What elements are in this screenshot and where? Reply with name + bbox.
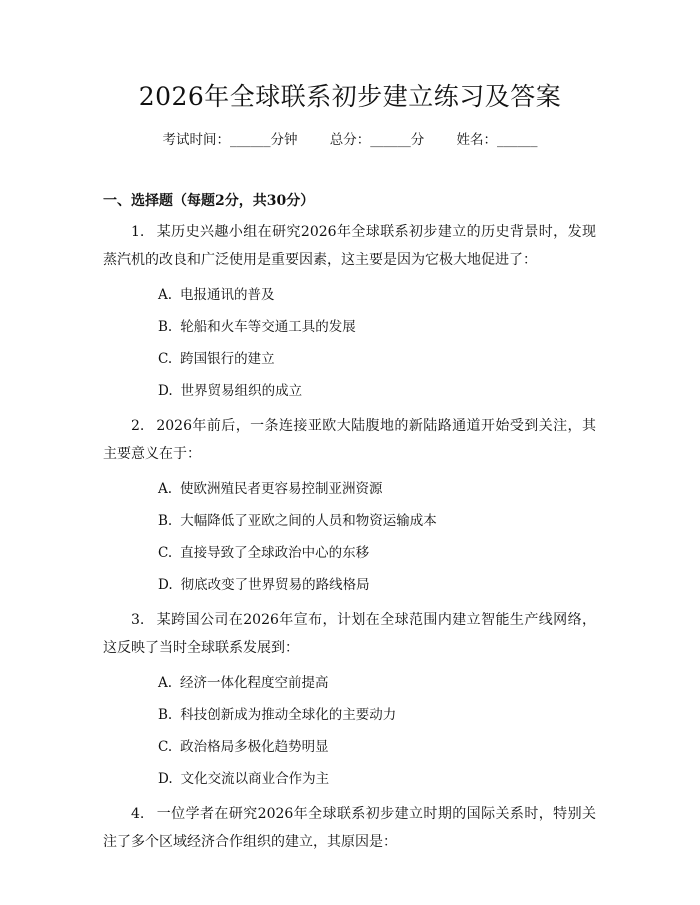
option-c (103, 542, 596, 564)
option-list (103, 284, 596, 402)
option-letter: C. (158, 545, 173, 561)
question-number: 3. (131, 612, 145, 628)
option-letter: B. (158, 707, 173, 723)
option-a (103, 284, 596, 306)
option-d (103, 380, 596, 402)
exam-meta (0, 128, 700, 152)
option-letter: B. (158, 319, 173, 335)
option-letter: D. (158, 771, 173, 787)
exam-time-field: 考试时间：______分钟 (162, 132, 298, 148)
option-b (103, 510, 596, 532)
option-text: 彻底改变了世界贸易的路线格局 (180, 577, 370, 593)
question-stem (103, 412, 596, 468)
option-text: 经济一体化程度空前提高 (180, 675, 329, 691)
total-score-field: 总分：______分 (329, 132, 425, 148)
option-d (103, 574, 596, 596)
question-text: 一位学者在研究2026年全球联系初步建立时期的国际关系时，特别关注了多个区域经济合作组织的建立，其原因是： (103, 806, 596, 850)
option-b (103, 316, 596, 338)
option-text: 电报通讯的普及 (180, 287, 275, 303)
question-number: 1. (131, 224, 145, 240)
question-3 (103, 606, 596, 790)
option-letter: A. (158, 675, 173, 691)
question-stem (103, 218, 596, 274)
option-letter: A. (158, 287, 173, 303)
name-field: 姓名：______ (456, 132, 538, 148)
option-text: 轮船和火车等交通工具的发展 (180, 319, 356, 335)
option-text: 文化交流以商业合作为主 (180, 771, 330, 787)
question-stem (103, 800, 596, 856)
option-a (103, 672, 596, 694)
question-number: 4. (131, 806, 145, 822)
option-letter: D. (158, 577, 173, 593)
option-letter: C. (158, 351, 173, 367)
question-1 (103, 218, 596, 402)
option-list (103, 478, 596, 596)
question-stem (103, 606, 596, 662)
option-c (103, 736, 596, 758)
option-text: 跨国银行的建立 (180, 351, 275, 367)
option-list (103, 672, 596, 790)
question-4 (103, 800, 596, 856)
option-text: 直接导致了全球政治中心的东移 (180, 545, 370, 561)
question-number: 2. (131, 418, 145, 434)
option-d (103, 768, 596, 790)
option-a (103, 478, 596, 500)
option-text: 世界贸易组织的成立 (180, 383, 303, 399)
option-letter: D. (158, 383, 173, 399)
question-text: 某历史兴趣小组在研究2026年全球联系初步建立的历史背景时，发现蒸汽机的改良和广泛使用是重要因素，这主要是因为它极大地促进了： (103, 224, 596, 268)
section-heading: 一、选择题（每题2分，共30分） (103, 193, 315, 209)
question-list (103, 218, 596, 856)
page-title: 2026年全球联系初步建立练习及答案 (138, 82, 562, 111)
option-letter: B. (158, 513, 173, 529)
option-b (103, 704, 596, 726)
question-text: 2026年前后，一条连接亚欧大陆腹地的新陆路通道开始受到关注，其主要意义在于： (103, 418, 596, 462)
option-c (103, 348, 596, 370)
option-text: 大幅降低了亚欧之间的人员和物资运输成本 (180, 513, 437, 529)
option-letter: A. (158, 481, 173, 497)
option-text: 科技创新成为推动全球化的主要动力 (180, 707, 397, 723)
option-text: 政治格局多极化趋势明显 (180, 739, 329, 755)
question-text: 某跨国公司在2026年宣布，计划在全球范围内建立智能生产线网络，这反映了当时全球联系发展到： (103, 612, 596, 656)
option-letter: C. (158, 739, 173, 755)
question-2 (103, 412, 596, 596)
option-text: 使欧洲殖民者更容易控制亚洲资源 (180, 481, 383, 497)
